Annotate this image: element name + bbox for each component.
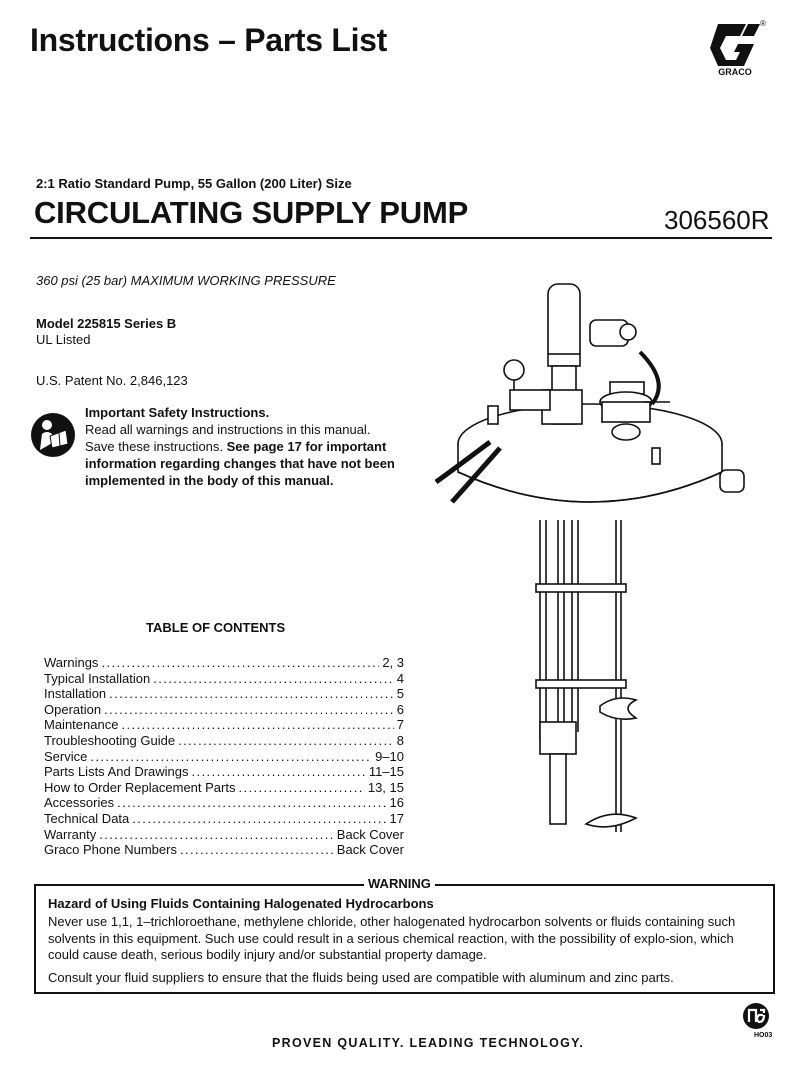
toc-row-parts-lists	[44, 764, 404, 780]
toc-label: Installation	[44, 686, 107, 702]
toc-row-installation	[44, 686, 404, 702]
toc-page: 8	[396, 732, 404, 748]
toc-row-order-parts	[44, 780, 404, 796]
toc-row-troubleshooting	[44, 733, 404, 749]
toc-label: Typical Installation	[44, 670, 151, 686]
product-title: CIRCULATING SUPPLY PUMP	[34, 195, 469, 230]
safety-line-2-plain: Save these instructions.	[85, 439, 227, 454]
graco-logo-icon	[706, 18, 766, 78]
toc-row-service	[44, 749, 404, 765]
toc-page: 11–15	[368, 764, 404, 780]
safety-instructions	[85, 404, 445, 489]
logo-text: GRACO	[718, 67, 752, 77]
toc-page: 13, 15	[367, 779, 404, 795]
toc-row-typical-installation	[44, 671, 404, 687]
document-number: 306560R	[664, 205, 770, 235]
safety-heading: Important Safety Instructions.	[85, 405, 270, 420]
model-number: Model 225815 Series B	[36, 316, 177, 331]
read-manual-icon	[30, 412, 76, 458]
toc-row-accessories	[44, 795, 404, 811]
toc-label: How to Order Replacement Parts	[44, 779, 236, 795]
registered-mark: ®	[760, 19, 766, 28]
product-subtitle: 2:1 Ratio Standard Pump, 55 Gallon (200 Liter) Size	[36, 176, 352, 191]
toc-row-technical-data	[44, 811, 404, 827]
graco-logo	[706, 18, 766, 78]
toc-label: Accessories	[44, 795, 115, 811]
warning-note: Consult your fluid suppliers to ensure that the fluids being used are compatible with aluminum and zinc parts.	[48, 970, 674, 985]
pump-illustration	[430, 272, 752, 832]
warning-body: Never use 1,1, 1–trichloroethane, methylene chloride, other halogenated hydrocarbon solvents or fluids containing such solvents in this equipment. Such use could result in a serious chemical reaction, with the possibility of explo-sion, which could cause death, serious bodily injury and/or substantial property damage.	[48, 914, 736, 962]
toc-row-operation	[44, 702, 404, 718]
toc-page: 4	[396, 670, 404, 686]
ul-listing: UL Listed	[36, 332, 91, 347]
toc-row-maintenance	[44, 717, 404, 733]
toc-heading: TABLE OF CONTENTS	[146, 620, 286, 635]
certification-icon	[742, 1002, 770, 1030]
document-title: Instructions – Parts List	[30, 22, 388, 58]
toc-row-warnings	[44, 655, 404, 671]
patent-number: U.S. Patent No. 2,846,123	[36, 373, 188, 388]
toc-label: Technical Data	[44, 810, 130, 826]
document-code: HO03	[754, 1032, 773, 1039]
toc-page: 6	[396, 701, 404, 717]
title-divider	[30, 237, 772, 239]
toc-page: 17	[389, 810, 404, 826]
toc-page: 5	[396, 686, 404, 702]
toc-page: Back Cover	[336, 826, 404, 842]
toc-page: 16	[389, 795, 404, 811]
toc-label: Parts Lists And Drawings	[44, 764, 189, 780]
toc-label: Maintenance	[44, 717, 119, 733]
toc-row-phone-numbers	[44, 842, 404, 858]
warning-heading: Hazard of Using Fluids Containing Halogenated Hydrocarbons	[48, 896, 434, 911]
table-of-contents	[44, 655, 404, 858]
toc-page: Back Cover	[336, 842, 404, 858]
safety-line-2	[85, 438, 445, 489]
toc-label: Operation	[44, 701, 102, 717]
safety-line-1: Read all warnings and instructions in this manual.	[85, 422, 371, 437]
warning-label: WARNING	[364, 876, 435, 891]
footer-tagline: PROVEN QUALITY. LEADING TECHNOLOGY.	[272, 1036, 585, 1050]
toc-page: 9–10	[375, 748, 404, 764]
toc-label: Warnings	[44, 655, 99, 670]
toc-label: Graco Phone Numbers	[44, 842, 177, 858]
toc-page: 2, 3	[382, 655, 404, 670]
max-pressure: 360 psi (25 bar) MAXIMUM WORKING PRESSURE	[36, 273, 336, 288]
toc-label: Service	[44, 748, 88, 764]
toc-page: 7	[396, 717, 404, 733]
toc-label: Warranty	[44, 826, 97, 842]
toc-label: Troubleshooting Guide	[44, 732, 176, 748]
safety-line-2-bold: See page 17 for important information regarding changes that have not been implemented in the body of this manual.	[85, 439, 395, 488]
toc-row-warranty	[44, 827, 404, 843]
